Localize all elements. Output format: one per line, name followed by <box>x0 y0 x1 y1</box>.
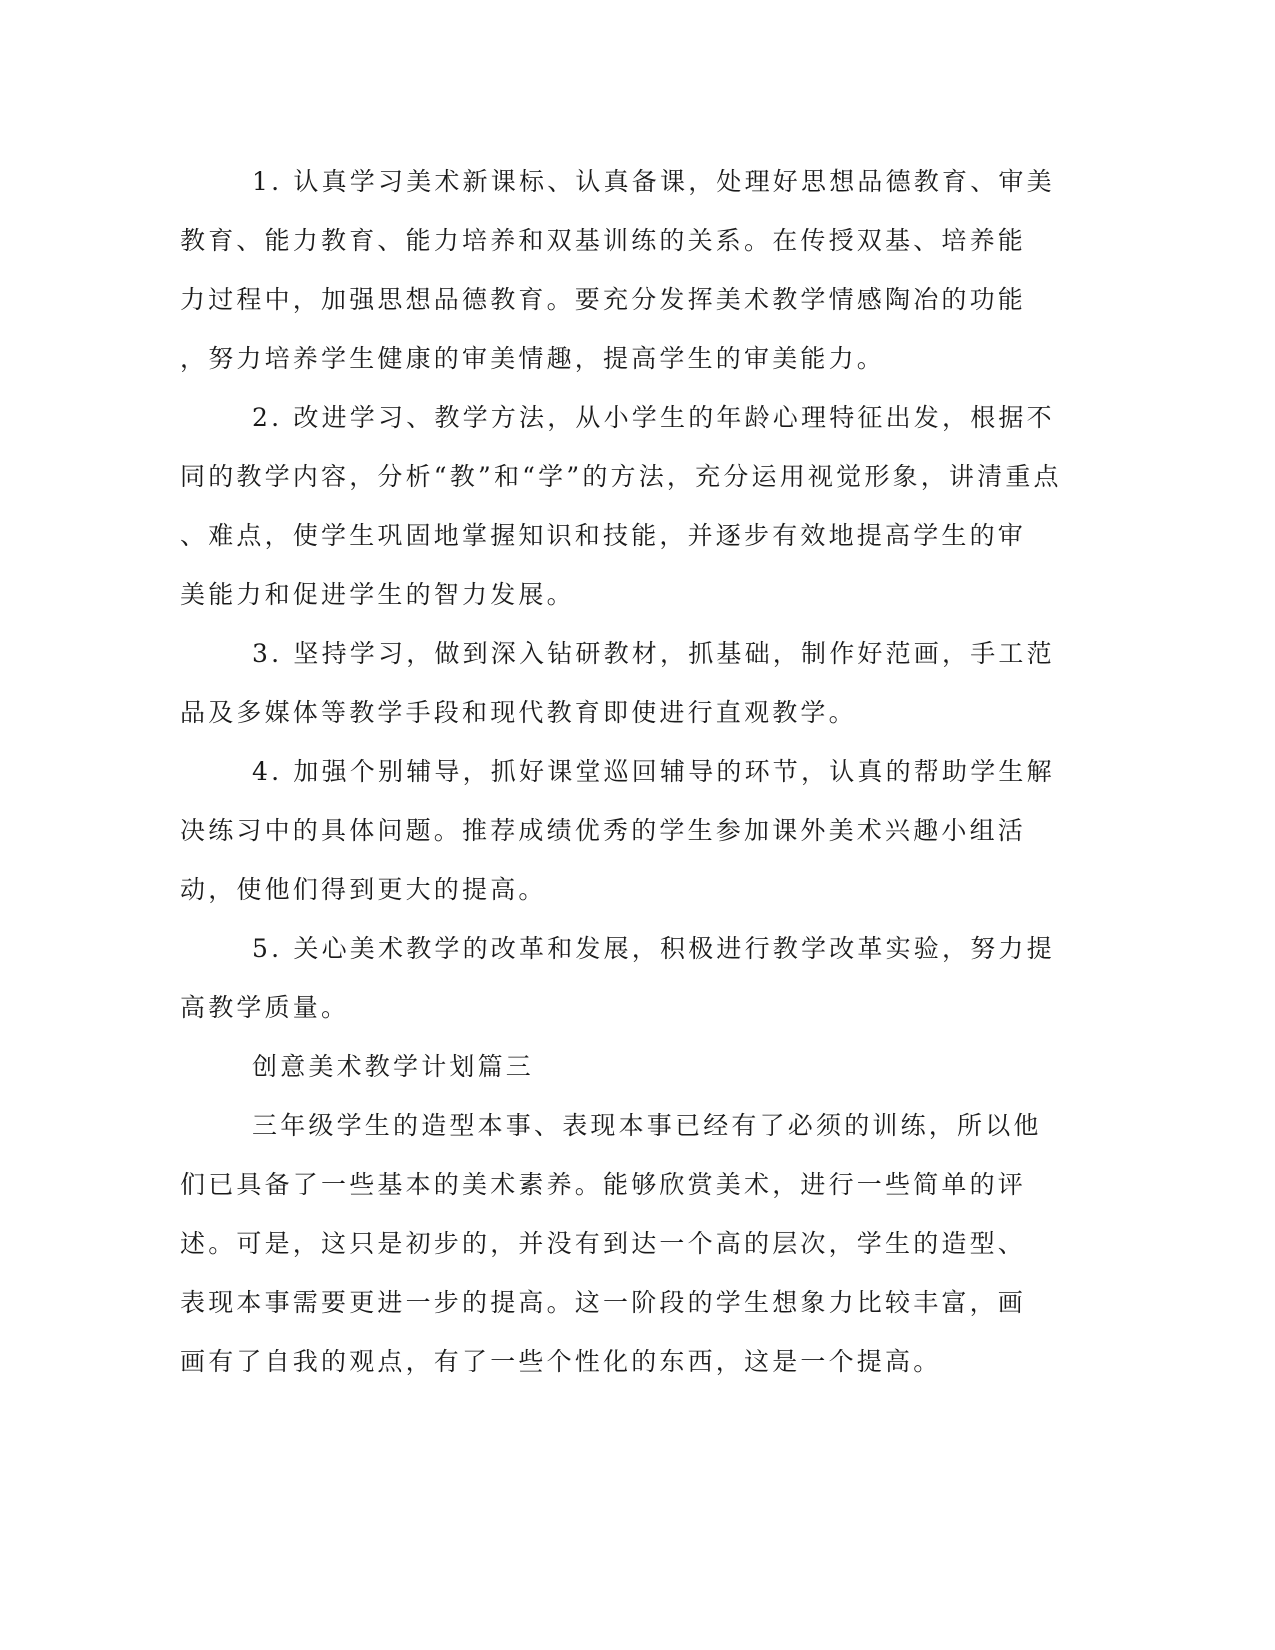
text-line: 力过程中，加强思想品德教育。要充分发挥美术教学情感陶冶的功能 <box>180 285 1027 314</box>
text-line: 同的教学内容，分析“教”和“学”的方法，充分运用视觉形象，讲清重点 <box>180 462 1062 491</box>
document-body <box>180 152 1062 1391</box>
text-line: 3. 坚持学习，做到深入钻研教材，抓基础，制作好范画，手工范 <box>252 639 1055 668</box>
text-line: 、难点，使学生巩固地掌握知识和技能，并逐步有效地提高学生的审 <box>180 521 1027 550</box>
text-line: 表现本事需要更进一步的提高。这一阶段的学生想象力比较丰富，画 <box>180 1288 1027 1317</box>
text-line: 品及多媒体等教学手段和现代教育即使进行直观教学。 <box>180 698 857 727</box>
section-heading: 创意美术教学计划篇三 <box>252 1052 535 1081</box>
text-line: 述。可是，这只是初步的，并没有到达一个高的层次，学生的造型、 <box>180 1229 1027 1258</box>
text-line: 决练习中的具体问题。推荐成绩优秀的学生参加课外美术兴趣小组活 <box>180 816 1027 845</box>
text-line: 1. 认真学习美术新课标、认真备课，处理好思想品德教育、审美 <box>252 167 1055 196</box>
text-line: ，努力培养学生健康的审美情趣，提高学生的审美能力。 <box>180 344 886 373</box>
text-line: 动，使他们得到更大的提高。 <box>180 875 547 904</box>
text-line: 画有了自我的观点，有了一些个性化的东西，这是一个提高。 <box>180 1347 942 1376</box>
text-line: 5. 关心美术教学的改革和发展，积极进行教学改革实验，努力提 <box>252 934 1055 963</box>
text-line: 2. 改进学习、教学方法，从小学生的年龄心理特征出发，根据不 <box>252 403 1055 432</box>
text-line: 4. 加强个别辅导，抓好课堂巡回辅导的环节，认真的帮助学生解 <box>252 757 1055 786</box>
text-line: 美能力和促进学生的智力发展。 <box>180 580 575 609</box>
text-line: 们已具备了一些基本的美术素养。能够欣赏美术，进行一些简单的评 <box>180 1170 1027 1199</box>
text-line: 三年级学生的造型本事、表现本事已经有了必须的训练，所以他 <box>252 1111 1042 1140</box>
text-line: 教育、能力教育、能力培养和双基训练的关系。在传授双基、培养能 <box>180 226 1027 255</box>
text-line: 高教学质量。 <box>180 993 350 1022</box>
